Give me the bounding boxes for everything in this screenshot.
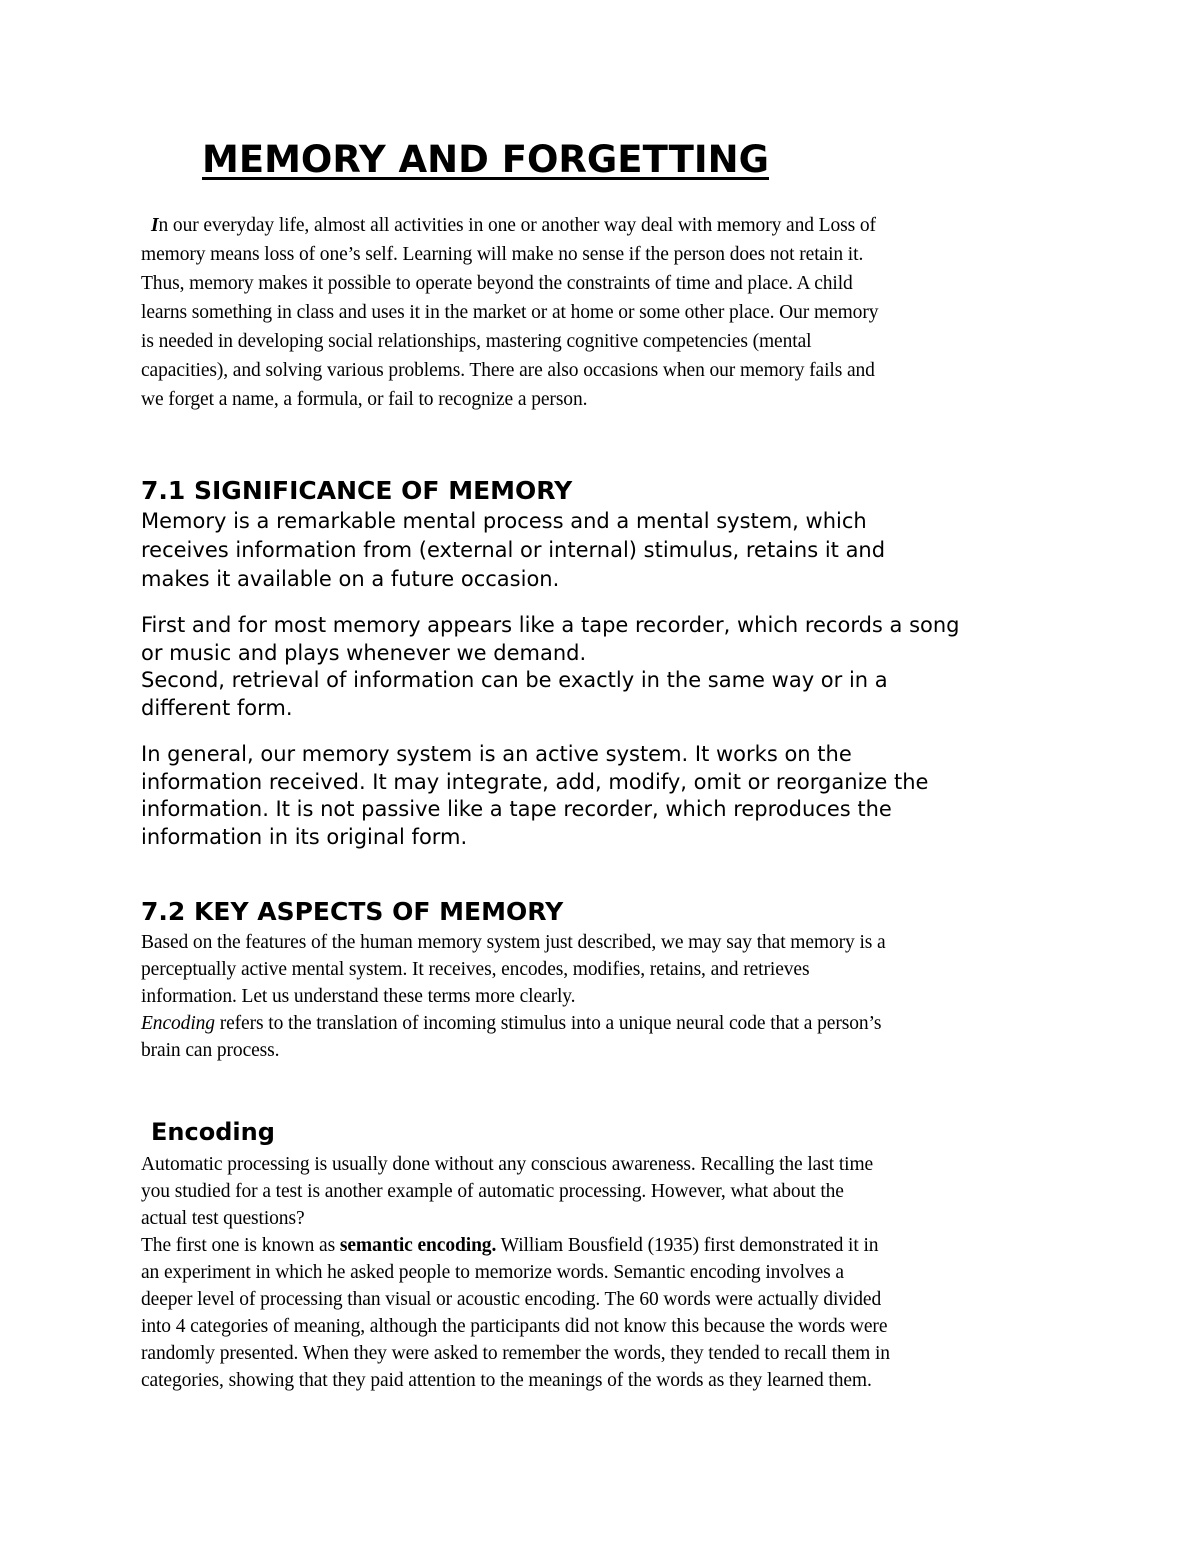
paragraph-line: Memory is a remarkable mental process and a mental system, which (141, 509, 867, 533)
intro-line: is needed in developing social relationships, mastering cognitive competencies (mental (141, 331, 812, 352)
paragraph-line: deeper level of processing than visual or acoustic encoding. The 60 words were actually divided (141, 1289, 882, 1310)
paragraph-line: Second, retrieval of information can be exactly in the same way or in a (141, 668, 888, 692)
paragraph-line: makes it available on a future occasion. (141, 567, 560, 591)
paragraph-line: into 4 categories of meaning, although the participants did not know this because the words were (141, 1316, 888, 1337)
intro-line: Thus, memory makes it possible to operate beyond the constraints of time and place. A child (141, 273, 853, 294)
paragraph-line: information. Let us understand these terms more clearly. (141, 986, 576, 1007)
semantic-encoding-line-1: The first one is known as semantic encoding. William Bousfield (1935) first demonstrated it in (141, 1235, 879, 1256)
paragraph-line: First and for most memory appears like a tape recorder, which records a song (141, 613, 960, 637)
paragraph-line: Based on the features of the human memory system just described, we may say that memory is a (141, 932, 886, 953)
intro-paragraph (141, 211, 1061, 414)
significance-paragraph-1 (141, 507, 1081, 594)
section-heading-encoding: Encoding (151, 1118, 275, 1146)
significance-paragraph-2 (141, 612, 1081, 722)
intro-line: capacities), and solving various problems. There are also occasions when our memory fails and (141, 360, 875, 381)
paragraph-line: an experiment in which he asked people to memorize words. Semantic encoding involves a (141, 1262, 844, 1283)
semantic-encoding-term: semantic encoding. (339, 1235, 497, 1256)
key-aspects-paragraph (141, 929, 1071, 1064)
paragraph-line: randomly presented. When they were asked to remember the words, they tended to recall them in (141, 1343, 890, 1364)
paragraph-line: actual test questions? (141, 1208, 305, 1229)
paragraph-line: information in its original form. (141, 824, 468, 849)
paragraph-line: In general, our memory system is an active system. It works on the (141, 742, 852, 766)
section-heading-key-aspects: 7.2 KEY ASPECTS OF MEMORY (141, 897, 564, 926)
intro-line: memory means loss of one’s self. Learning will make no sense if the person does not retain it. (141, 244, 864, 265)
section-heading-significance: 7.1 SIGNIFICANCE OF MEMORY (141, 476, 573, 505)
paragraph-line: perceptually active mental system. It receives, encodes, modifies, retains, and retrieves (141, 959, 810, 980)
paragraph-line: different form. (141, 695, 293, 720)
intro-line: we forget a name, a formula, or fail to recognize a person. (141, 389, 588, 410)
paragraph-line: receives information from (external or internal) stimulus, retains it and (141, 538, 886, 562)
paragraph-line: Automatic processing is usually done without any conscious awareness. Recalling the last time (141, 1154, 874, 1175)
encoding-definition-line-2: brain can process. (141, 1040, 280, 1061)
intro-line: learns something in class and uses it in the market or at home or some other place. Our memory (141, 302, 879, 323)
intro-dropcap: I (151, 215, 159, 236)
intro-line-1: In our everyday life, almost all activities in one or another way deal with memory and Loss of (151, 215, 876, 236)
encoding-definition-line-1: Encoding refers to the translation of incoming stimulus into a unique neural code that a person’s (141, 1013, 882, 1034)
paragraph-line: information. It is not passive like a tape recorder, which reproduces the (141, 797, 892, 821)
document-title: MEMORY AND FORGETTING (202, 138, 769, 181)
encoding-paragraph-1 (141, 1151, 1071, 1394)
significance-paragraph-3 (141, 741, 1081, 851)
paragraph-line: or music and plays whenever we demand. (141, 640, 587, 665)
encoding-term: Encoding (141, 1013, 215, 1034)
paragraph-line: information received. It may integrate, add, modify, omit or reorganize the (141, 769, 929, 794)
paragraph-line: you studied for a test is another example of automatic processing. However, what about the (141, 1181, 844, 1202)
paragraph-line: categories, showing that they paid attention to the meanings of the words as they learned them. (141, 1370, 872, 1391)
